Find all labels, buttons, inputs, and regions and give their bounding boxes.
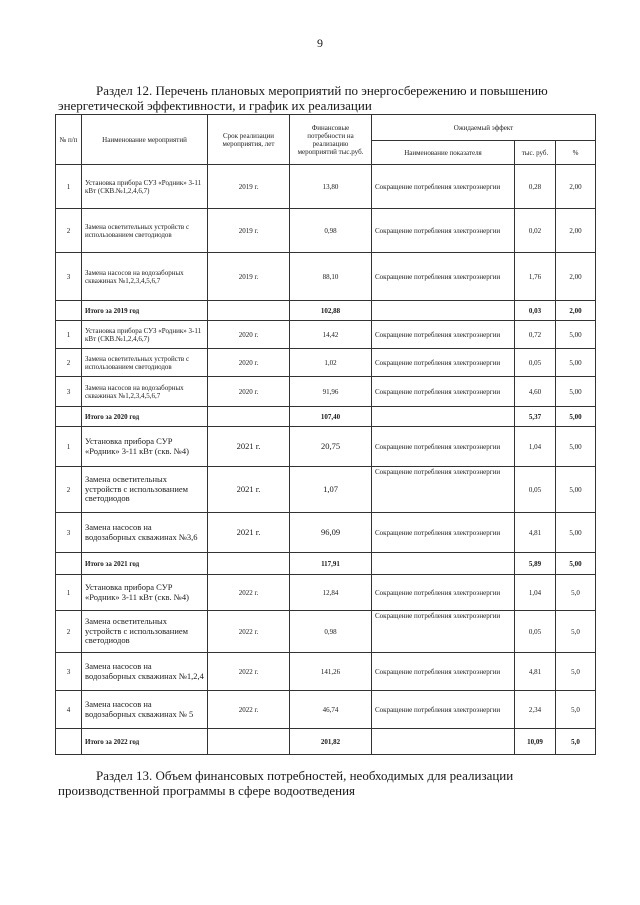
table-row: 1 Установка прибора СУЗ «Родник» 3-11 кВт (СКВ.№1,2,4,6,7) 2019 г. 13,80 Сокращение потребления электроэнергии 0,28 2,00 <box>56 165 596 209</box>
header-indicator: Наименование показателя <box>372 141 515 165</box>
section-13-heading-line1: Раздел 13. Объем финансовых потребностей, необходимых для реализации <box>96 768 514 783</box>
table-row: 2 Замена осветительных устройств с использованием светодиодов 2022 г. 0,98 Сокращение потребления электроэнергии 0,05 5,0 <box>56 611 596 653</box>
energy-saving-plan-table <box>55 114 596 755</box>
table-row: 3 Замена насосов на водозаборных скважинах №1,2,3,4,5,6,7 2020 г. 91,96 Сокращение потребления электроэнергии 4,60 5,00 <box>56 377 596 407</box>
header-number: № п/п <box>56 115 82 165</box>
section-13-heading-line2: производственной программы в сфере водоотведения <box>58 783 356 798</box>
table-row: 2 Замена осветительных устройств с использованием светодиодов 2019 г. 0,98 Сокращение потребления электроэнергии 0,02 2,00 <box>56 209 596 253</box>
table-total-row: Итого за 2022 год 201,82 10,09 5,0 <box>56 729 596 755</box>
table-row: 1 Установка прибора СУЗ «Родник» 3-11 кВт (СКВ.№1,2,4,6,7) 2020 г. 14,42 Сокращение потребления электроэнергии 0,72 5,00 <box>56 321 596 349</box>
header-name: Наименование мероприятий <box>82 115 208 165</box>
header-finance: Финансовые потребности на реализацию мероприятий тыс.руб. <box>290 115 372 165</box>
section-12-heading-line2: энергетической эффективности, и график их реализации <box>58 98 372 113</box>
header-effect: Ожидаемый эффект <box>372 115 596 141</box>
table-row: 2 Замена осветительных устройств с использованием светодиодов 2021 г. 1,07 Сокращение потребления электроэнергии 0,05 5,00 <box>56 467 596 513</box>
table-total-row: Итого за 2021 год 117,91 5,89 5,00 <box>56 553 596 575</box>
section-12-heading <box>58 83 590 113</box>
table-row: 4 Замена насосов на водозаборных скважинах № 5 2022 г. 46,74 Сокращение потребления электроэнергии 2,34 5,0 <box>56 691 596 729</box>
table-row: 2 Замена осветительных устройств с использованием светодиодов 2020 г. 1,02 Сокращение потребления электроэнергии 0,05 5,00 <box>56 349 596 377</box>
page-number: 9 <box>317 36 323 50</box>
table-total-row: Итого за 2020 год 107,40 5,37 5,00 <box>56 407 596 427</box>
section-13-heading <box>58 768 590 798</box>
header-thousand-rub: тыс. руб. <box>515 141 556 165</box>
table-row: 3 Замена насосов на водозаборных скважинах №1,2,4 2022 г. 141,26 Сокращение потребления электроэнергии 4,81 5,0 <box>56 653 596 691</box>
table-row: 3 Замена насосов на водозаборных скважинах №1,2,3,4,5,6,7 2019 г. 88,10 Сокращение потребления электроэнергии 1,76 2,00 <box>56 253 596 301</box>
table-total-row: Итого за 2019 год 102,88 0,03 2,00 <box>56 301 596 321</box>
table-row: 3 Замена насосов на водозаборных скважинах №3,6 2021 г. 96,09 Сокращение потребления электроэнергии 4,81 5,00 <box>56 513 596 553</box>
header-percent: % <box>556 141 596 165</box>
header-term: Срок реализации мероприятия, лет <box>208 115 290 165</box>
table-row: 1 Установка прибора СУР «Родник» 3-11 кВт (скв. №4) 2021 г. 20,75 Сокращение потребления электроэнергии 1,04 5,00 <box>56 427 596 467</box>
section-12-heading-line1: Раздел 12. Перечень плановых мероприятий по энергосбережению и повышению <box>96 83 548 98</box>
table-row: 1 Установка прибора СУР «Родник» 3-11 кВт (скв. №4) 2022 г. 12,84 Сокращение потребления электроэнергии 1,04 5,0 <box>56 575 596 611</box>
